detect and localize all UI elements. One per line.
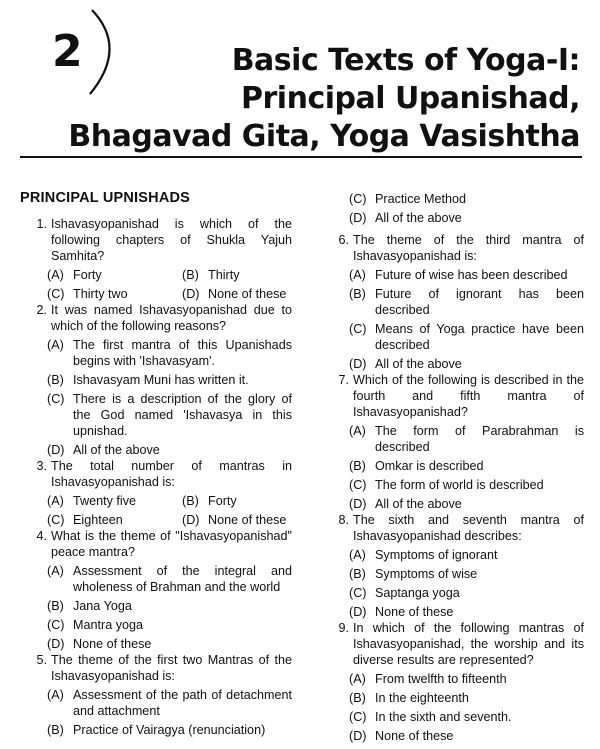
option-text: Symptoms of wise (375, 567, 478, 581)
option-letter: (A) (47, 688, 64, 702)
option-text: All of the above (375, 497, 462, 511)
option-text: All of the above (375, 357, 462, 371)
option-letter: (A) (47, 494, 64, 508)
section-heading: PRINCIPAL UPNISHADS (20, 190, 191, 206)
option-letter: (A) (47, 268, 64, 282)
option-letter: (C) (349, 192, 367, 206)
question-number: 6. (338, 233, 349, 247)
question-number: 5. (36, 653, 47, 667)
option-text: None of these (375, 729, 454, 743)
option-letter: (C) (47, 513, 65, 527)
right-column (322, 191, 584, 744)
option-text: Jana Yoga (73, 599, 132, 613)
question-text: The total number of mantras in Ishavasyopanishad is: (51, 459, 292, 489)
option-letter: (C) (349, 322, 367, 336)
question-block (322, 232, 584, 372)
option-letter: (D) (349, 729, 367, 743)
option-text: None of these (73, 637, 152, 651)
option-letter: (C) (47, 392, 65, 406)
question-block (322, 620, 584, 744)
question-text: What is the theme of "Ishavasyopanishad" peace mantra? (51, 529, 292, 559)
question-number: 1. (36, 217, 47, 231)
question-number: 2. (36, 303, 47, 317)
option-text: Twenty five (73, 494, 136, 508)
chapter-title-line: Bhagavad Gita, Yoga Vasishtha (68, 119, 580, 154)
option-letter: (A) (349, 672, 366, 686)
option-letter: (B) (182, 268, 199, 282)
option-text: Forty (73, 268, 102, 282)
option-letter: (D) (47, 443, 65, 457)
question-block (20, 216, 292, 302)
option-letter: (D) (349, 357, 367, 371)
option-text: Practice of Vairagya (renunciation) (73, 723, 266, 737)
option-letter: (A) (349, 424, 366, 438)
option-text: From twelfth to fifteenth (375, 672, 507, 686)
option-text: Practice Method (375, 192, 466, 206)
option-text: There is a description of the glory of the God named 'Ishavasya in this upnishad. (73, 392, 292, 438)
option-text: None of these (208, 513, 287, 527)
option-letter: (C) (47, 618, 65, 632)
option-letter: (D) (349, 497, 367, 511)
option-text: All of the above (375, 211, 462, 225)
option-text: Thirty (208, 268, 240, 282)
question-text: The theme of the first two Mantras of the Ishavasyopanishad is: (51, 653, 292, 683)
option-letter: (C) (349, 710, 367, 724)
question-text: It was named Ishavasyopanishad due to which of the following reasons? (51, 303, 292, 333)
option-text: None of these (375, 605, 454, 619)
option-letter: (A) (349, 268, 366, 282)
option-text: In the sixth and seventh. (375, 710, 512, 724)
option-letter: (A) (349, 548, 366, 562)
option-text: Means of Yoga practice have been described (375, 322, 584, 352)
chapter-title-line: Basic Texts of Yoga-I: (231, 43, 580, 78)
option-text: Thirty two (73, 287, 128, 301)
option-letter: (A) (47, 338, 64, 352)
option-text: All of the above (73, 443, 160, 457)
question-number: 4. (36, 529, 47, 543)
question-block (20, 302, 292, 458)
option-text: Eighteen (73, 513, 123, 527)
option-letter: (B) (182, 494, 199, 508)
option-text: Mantra yoga (73, 618, 144, 632)
chapter-title-line: Principal Upanishad, (241, 81, 580, 116)
option-text: The form of Parabrahman is described (375, 424, 584, 454)
option-text: Future of ignorant has been described (375, 287, 584, 317)
question-text: In which of the following mantras of Ishavasyopanishad, the worship and its diverse results are represented? (353, 621, 584, 667)
question-number: 7. (338, 373, 349, 387)
option-text: Assessment of the path of detachment and attachment (73, 688, 292, 718)
question-block (20, 528, 292, 652)
option-text: None of these (208, 287, 287, 301)
question-text: The sixth and seventh mantra of Ishavasyopanishad describes: (353, 513, 584, 543)
option-letter: (C) (349, 478, 367, 492)
option-text: Omkar is described (375, 459, 484, 473)
option-letter: (A) (47, 564, 64, 578)
question-block (20, 458, 292, 528)
question-number: 3. (36, 459, 47, 473)
option-letter: (C) (349, 586, 367, 600)
question-block (20, 652, 292, 738)
title-divider (20, 156, 582, 158)
option-letter: (B) (349, 567, 366, 581)
continued-options (349, 191, 584, 226)
option-text: The first mantra of this Upanishads begins with 'Ishavasyam'. (73, 338, 292, 368)
option-letter: (D) (47, 637, 65, 651)
question-text: Which of the following is described in the fourth and fifth mantra of Ishavasyopanishad? (353, 373, 584, 419)
option-letter: (B) (349, 459, 366, 473)
question-number: 9. (338, 621, 349, 635)
option-letter: (B) (47, 723, 64, 737)
option-text: Future of wise has been described (375, 268, 568, 282)
option-text: In the eighteenth (375, 691, 469, 705)
option-text: Ishavasyam Muni has written it. (73, 373, 249, 387)
question-number: 8. (338, 513, 349, 527)
option-letter: (D) (182, 513, 200, 527)
question-block (322, 512, 584, 620)
option-text: The form of world is described (375, 478, 544, 492)
option-letter: (B) (47, 373, 64, 387)
option-letter: (B) (349, 287, 366, 301)
chapter-number: 2 (52, 26, 83, 77)
option-text: Forty (208, 494, 237, 508)
left-column (20, 190, 292, 738)
question-text: The theme of the third mantra of Ishavasyopanishad is: (353, 233, 584, 263)
option-text: Saptanga yoga (375, 586, 460, 600)
option-letter: (C) (47, 287, 65, 301)
option-letter: (D) (349, 211, 367, 225)
option-letter: (B) (47, 599, 64, 613)
option-letter: (B) (349, 691, 366, 705)
option-letter: (D) (182, 287, 200, 301)
option-text: Symptoms of ignorant (375, 548, 498, 562)
option-text: Assessment of the integral and wholeness of Brahman and the world (73, 564, 292, 594)
question-text: Ishavasyopanishad is which of the following chapters of Shukla Yajuh Samhita? (51, 217, 292, 263)
question-block (322, 372, 584, 512)
chapter-title (68, 42, 580, 156)
option-letter: (D) (349, 605, 367, 619)
